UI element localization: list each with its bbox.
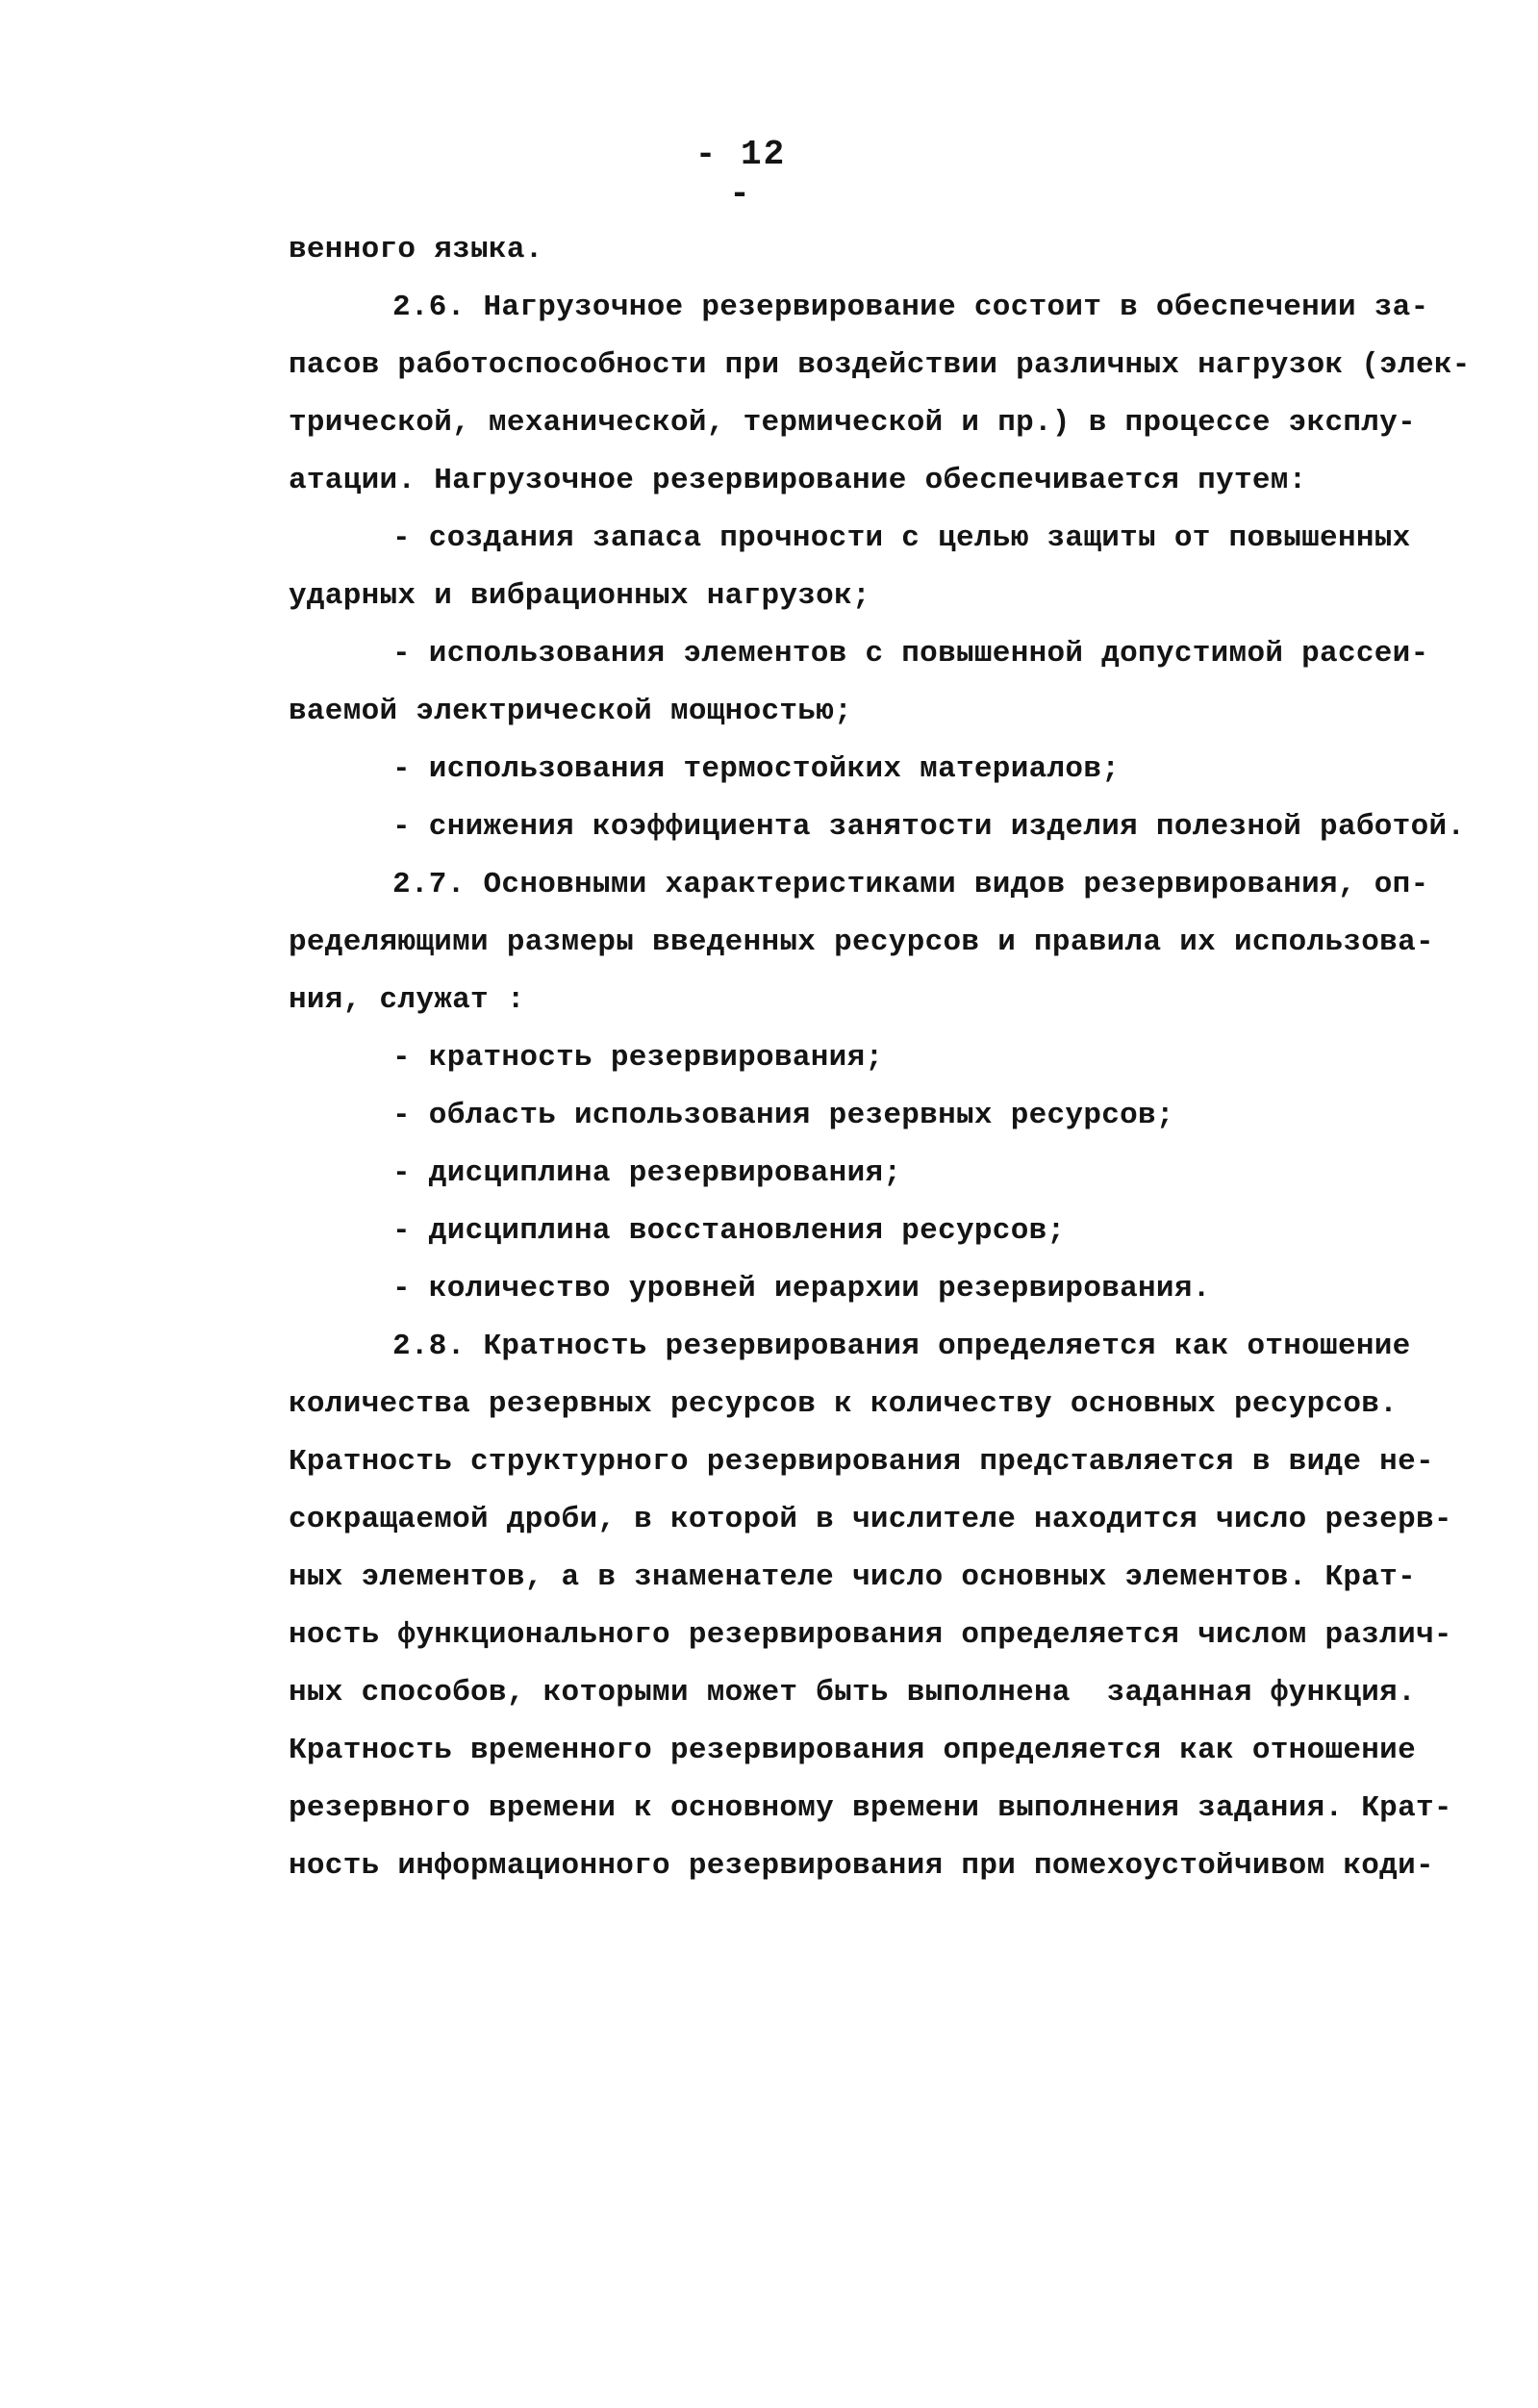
text-line: ных способов, которыми может быть выполнена заданная функция. bbox=[289, 1676, 1416, 1710]
page-number: - 12 - bbox=[694, 135, 787, 214]
text-line: - использования элементов с повышенной допустимой рассеи- bbox=[392, 637, 1429, 671]
text-line: - использования термостойких материалов; bbox=[392, 752, 1121, 786]
text-line: 2.7. Основными характеристиками видов резервирования, оп- bbox=[392, 868, 1429, 901]
text-line: сокращаемой дроби, в которой в числителе находится число резерв- bbox=[289, 1503, 1452, 1536]
text-line: венного языка. bbox=[289, 233, 543, 266]
text-line: - дисциплина восстановления ресурсов; bbox=[392, 1214, 1066, 1248]
text-line: - снижения коэффициента занятости изделия полезной работой. bbox=[392, 810, 1466, 844]
text-line: количества резервных ресурсов к количеству основных ресурсов. bbox=[289, 1387, 1399, 1421]
text-line: - количество уровней иерархии резервирования. bbox=[392, 1272, 1211, 1305]
text-line: ность функционального резервирования определяется числом различ- bbox=[289, 1618, 1452, 1652]
body-text bbox=[289, 221, 1471, 1895]
text-line: ределяющими размеры введенных ресурсов и правила их использова- bbox=[289, 925, 1434, 959]
text-line: Кратность временного резервирования определяется как отношение bbox=[289, 1734, 1416, 1767]
text-line: - область использования резервных ресурсов; bbox=[392, 1099, 1174, 1132]
text-line: - дисциплина резервирования; bbox=[392, 1156, 902, 1190]
text-line: пасов работоспособности при воздействии различных нагрузок (элек- bbox=[289, 348, 1471, 382]
text-line: - создания запаса прочности с целью защиты от повышенных bbox=[392, 521, 1411, 555]
text-line: ния, служат : bbox=[289, 983, 525, 1017]
text-line: атации. Нагрузочное резервирование обеспечивается путем: bbox=[289, 464, 1307, 497]
text-line: 2.6. Нагрузочное резервирование состоит в обеспечении за- bbox=[392, 291, 1429, 324]
text-line: Кратность структурного резервирования представляется в виде не- bbox=[289, 1445, 1434, 1479]
text-line: 2.8. Кратность резервирования определяется как отношение bbox=[392, 1330, 1411, 1363]
text-line: трической, механической, термической и пр.) в процессе эксплу- bbox=[289, 406, 1416, 440]
text-line: резервного времени к основному времени выполнения задания. Крат- bbox=[289, 1791, 1452, 1825]
text-line: - кратность резервирования; bbox=[392, 1041, 884, 1075]
text-line: ваемой электрической мощностью; bbox=[289, 695, 852, 728]
text-line: ударных и вибрационных нагрузок; bbox=[289, 579, 870, 613]
text-line: ных элементов, а в знаменателе число основных элементов. Крат- bbox=[289, 1560, 1416, 1594]
text-line: ность информационного резервирования при помехоустойчивом коди- bbox=[289, 1849, 1434, 1883]
